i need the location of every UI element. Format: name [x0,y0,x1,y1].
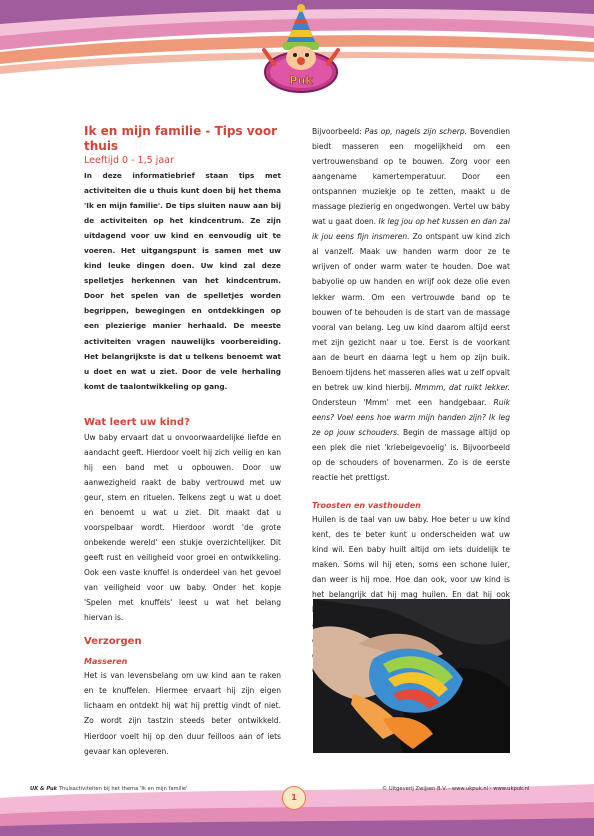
italic-run: Ruik eens? Voel eens hoe warm mijn handen zijn? Ik leg ze op jouw schouders. [312,397,510,437]
right-column [312,124,510,678]
footer-brand: UK & Puk [30,786,58,792]
section-heading-wat-leert: Wat leert uw kind? [84,416,190,428]
text-run: Begin de massage altijd op een plek die niet 'kriebelgevoelig' is. Bijvoorbeeld op de schouders of bovenarmen. Zo is de eerste reactie het prettigst. [312,427,510,483]
puk-logo [256,4,346,99]
footer-text: Thuisactiviteiten bij het thema 'Ik en mijn familie' [57,786,188,792]
text-run: Zo ontspant uw kind zich al vanzelf. Maak uw handen warm door ze te wrijven of onder warm water te houden. Doe wat babyolie op uw handen en wrijf ook deze olie even lekker warm. Om een vertrouwde band op te bouwen of te behouden is de start van de massage vooral van belang. Leg uw kind daarom altijd eerst met zijn gezicht naar u toe. Eerst is de voorkant aan de beurt en daarna legt u hem op zijn buik. Benoem tijdens het masseren alles wat u zelf opvalt en betrek uw kind hierbij. [312,232,510,392]
baby-photo [313,599,510,753]
section-text-wat-leert: Uw baby ervaart dat u onvoorwaardelijke liefde en aandacht geeft. Hierdoor voelt hij zich veilig en kan hij een band met u opbouwen. Door uw aanwezigheid raakt de baby vertrouwd met uw geur, stem en rituelen. Telkens zegt u wat u doet en benoemt u wat u ziet. Dit maakt dat u voorspelbaar wordt. Hierdoor wordt 'de grote onbekende wereld' een stukje overzichtelijker. Dit geeft rust en veiligheid voor groei en ontwikkeling. Ook een vaste knuffel is onderdeel van het gevoel van veiligheid voor uw baby. Onder het kopje 'Spelen met knuffels' leest u wat het belang hiervan is. [84,432,281,623]
page-subtitle: Leeftijd 0 - 1,5 jaar [84,155,174,166]
subheading-troosten: Troosten en vasthouden [312,501,421,511]
page-title: Ik en mijn familie - Tips voor thuis [84,124,278,153]
troosten-paragraph: Huilen is de taal van uw baby. Hoe beter u uw kind kent, des te beter kunt u onderscheiden wat uw kind wil. Een baby huilt altijd om iets duidelijk te maken. Soms wil hij eten, soms een schone luier, dan weer is hij moe. Hoe dan ook, voor uw kind is het belangrijk dat hij mag huilen. En dat hij ook [312,515,510,600]
section-text-masseren: Het is van levensbelang om uw kind aan te raken en te knuffelen. Hiermee ervaart hij zijn eigen lichaam en ontdekt hij wat hij prettig vindt of niet. Zo wordt zijn tastzin steeds beter ontwikkeld. Hierdoor voelt hij op den duur feilloos aan of iets gevaar kan opleveren. [84,671,281,756]
subheading-masseren: Masseren [84,657,128,667]
footer-right: © Uitgeverij Zwijsen B.V. - www.ukpuk.nl - www.ukpuk.nl [382,786,530,792]
intro-paragraph: In deze informatiebrief staan tips met activiteiten die u thuis kunt doen bij het thema 'Ik en mijn familie'. De tips sluiten nauw aan bij de activiteiten op het kindcentrum. Ze zijn uitdagend voor uw kind en eenvoudig uit te voeren. Het uitgangspunt is samen met uw kind leuke dingen doen. Uw kind zal deze spelletjes herkennen van het kindcentrum. Door het spelen van de spelletjes worden begrippen, bewegingen en ontdekkingen op een plezierige manier herhaald. De meeste activiteiten vragen nauwelijks voorbereiding. Het belangrijkste is dat u telkens benoemt wat u doet en wat u ziet. Door de vele herhaling komt de taalontwikkeling op gang. [84,171,281,391]
logo-text: Puk [289,74,313,87]
italic-run: Pas op, nagels zijn scherp. [364,127,468,136]
massage-paragraph [312,124,510,485]
italic-run: Mmmm, dat ruikt lekker. [414,382,510,392]
italic-run: Ik leg jou op het kussen en dan zal ik jou eens fijn insmeren. [312,217,511,242]
text-run: Bovendien biedt masseren een mogelijkheid om een vertrouwensband op te bouwen. Zorg voor een aangename kamertemperatuur. Door een ontspannen muziekje op te zetten, maakt u de massage plezierig en ongedwongen. Vertel uw baby wat u gaat doen. [312,127,510,227]
text-run: Ondersteun 'Mmm' met een handgebaar. [312,397,494,407]
footer-left [30,786,188,792]
section-heading-verzorgen: Verzorgen [84,636,142,648]
text-run: Bijvoorbeeld: [312,127,365,136]
page-number: 1 [282,786,306,810]
left-column [84,124,281,759]
